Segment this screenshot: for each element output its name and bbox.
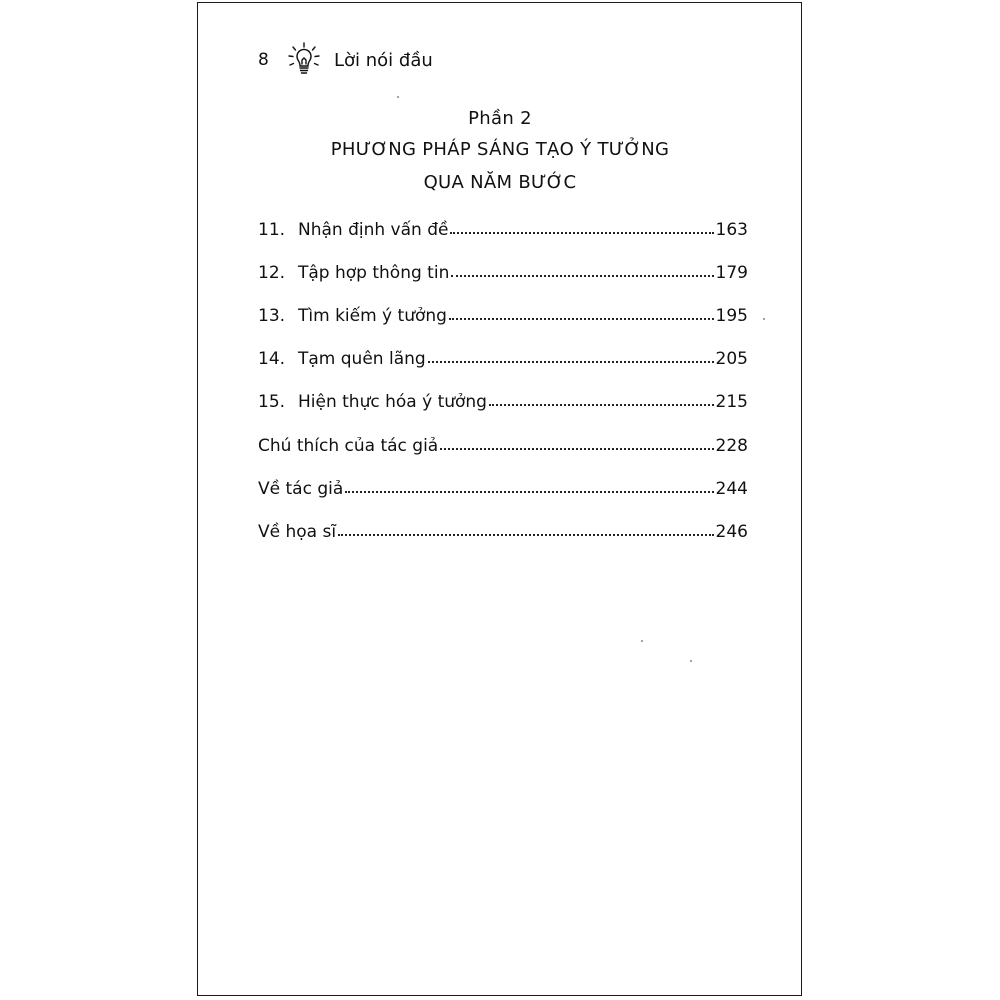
toc-entry-title: Chú thích của tác giả — [258, 436, 439, 456]
toc-entry-title: Tạm quên lãng — [298, 349, 426, 369]
dot-leader — [489, 404, 714, 406]
dot-leader — [345, 491, 713, 493]
toc-entry-page: 205 — [715, 349, 748, 369]
dot-leader — [440, 448, 713, 450]
running-title: Lời nói đầu — [334, 49, 433, 71]
lightbulb-icon — [284, 40, 324, 80]
running-head — [258, 40, 433, 80]
toc-entry — [258, 426, 748, 456]
toc-entry — [258, 382, 748, 412]
toc-entry-number: 12. — [258, 263, 286, 283]
toc-entry-title: Tập hợp thông tin — [298, 263, 450, 283]
toc-entry-number: 15. — [258, 392, 286, 412]
toc-entry-title: Hiện thực hóa ý tưởng — [298, 392, 487, 412]
toc-entry-page: 246 — [715, 522, 748, 542]
toc-entry-page: 163 — [715, 220, 748, 240]
toc-entry-page: 195 — [715, 306, 748, 326]
toc-entry-page: 215 — [715, 392, 748, 412]
dot-leader — [428, 361, 714, 363]
dot-leader — [451, 275, 713, 277]
dot-leader — [450, 232, 713, 234]
toc-entry-number: 13. — [258, 306, 286, 326]
toc-entry — [258, 253, 748, 283]
toc-entry-page: 179 — [715, 263, 748, 283]
toc-entry-page: 244 — [715, 479, 748, 499]
toc-entry-page: 228 — [715, 436, 748, 456]
toc-entry-title: Về họa sĩ — [258, 522, 337, 542]
scan-speck — [690, 660, 692, 662]
part-subtitle: QUA NĂM BƯỚC — [423, 172, 577, 193]
toc-entry — [258, 339, 748, 369]
toc-entry-title: Nhận định vấn đề — [298, 220, 449, 240]
toc-entry — [258, 210, 748, 240]
toc-entry — [258, 512, 748, 542]
dot-leader — [449, 318, 714, 320]
toc-entry-title: Về tác giả — [258, 479, 344, 499]
toc-entry-title: Tìm kiếm ý tưởng — [298, 306, 447, 326]
dot-leader — [338, 534, 713, 536]
toc-entry — [258, 296, 748, 326]
page-number: 8 — [258, 50, 269, 70]
toc-entry-number: 11. — [258, 220, 286, 240]
scan-speck — [641, 640, 643, 642]
scan-speck — [397, 96, 399, 98]
part-title: PHƯƠNG PHÁP SÁNG TẠO Ý TƯỞNG — [330, 139, 670, 160]
scan-speck — [763, 318, 765, 320]
part-number: Phần 2 — [468, 108, 532, 129]
toc-entry — [258, 469, 748, 499]
toc-entry-number: 14. — [258, 349, 286, 369]
